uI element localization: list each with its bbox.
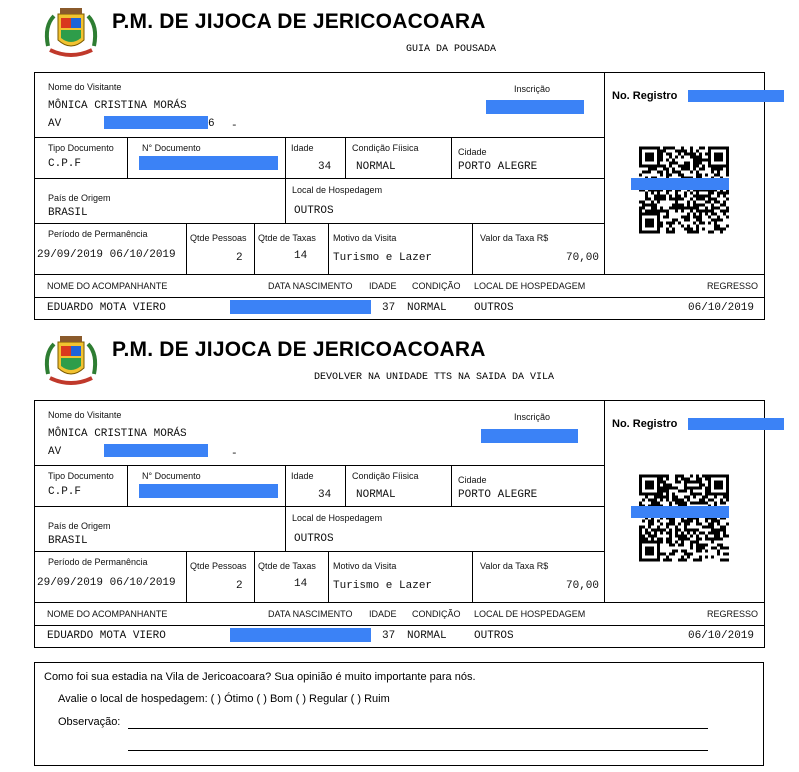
companion-age-label: IDADE [369,609,397,619]
companion-birth-redaction [230,300,371,314]
companion-name-label: NOME DO ACOMPANHANTE [47,609,168,619]
grid-line [186,223,187,274]
people-value: 2 [236,580,243,592]
survey-observation-label: Observação: [58,716,121,728]
fee-value-label: Valor da Taxa R$ [480,561,549,571]
observation-line-2[interactable] [128,750,708,751]
age-label: Idade [291,143,314,153]
companion-lodging-label: LOCAL DE HOSPEDAGEM [474,609,586,619]
survey-question: Como foi sua estadia na Vila de Jericoacoara? Sua opinião é muito importante para nós. [44,671,476,683]
grid-line [34,137,604,138]
form-subtitle: DEVOLVER NA UNIDADE TTS NA SAIDA DA VILA [314,372,555,383]
companion-name-value: EDUARDO MOTA VIERO [47,630,166,642]
grid-line [34,178,604,179]
grid-line [328,551,329,602]
doc-type-value: C.P.F [48,158,82,170]
qr-code [639,146,729,239]
address-suffix: 6 [208,118,215,130]
grid-line [764,72,765,320]
fee-value: 70,00 [566,580,600,592]
companion-name-value: EDUARDO MOTA VIERO [47,302,166,314]
fees-value: 14 [294,250,308,262]
fees-label: Qtde de Taxas [258,561,316,571]
observation-line-1[interactable] [128,728,708,729]
doc-type-value: C.P.F [48,486,82,498]
grid-line [345,137,346,178]
qr-redaction [631,178,729,190]
physical-condition-label: Condição Fíisica [352,143,419,153]
fee-value: 70,00 [566,252,600,264]
companion-return-value: 06/10/2019 [688,630,755,642]
grid-line [604,400,605,603]
age-value: 34 [318,489,332,501]
fees-value: 14 [294,578,308,590]
guest-form-return-copy [0,328,799,658]
period-value: 29/09/2019 06/10/2019 [37,577,176,589]
grid-line [127,137,128,178]
registration-redaction [688,90,784,102]
registration-label: No. Registro [612,418,678,430]
address-prefix: AV [48,118,62,130]
inscription-label: Inscrição [514,84,551,94]
address-redaction [104,444,208,457]
lodging-value: OUTROS [294,205,334,217]
visitor-name-label: Nome do Visitante [48,82,122,92]
registration-redaction [688,418,784,430]
address-dash: - [231,120,238,132]
grid-line [34,400,35,648]
city-value: PORTO ALEGRE [458,489,538,501]
grid-line [34,223,604,224]
companion-condition-label: CONDIÇÃO [412,281,461,291]
physical-condition-value: NORMAL [356,161,396,173]
grid-line [34,647,765,648]
period-value: 29/09/2019 06/10/2019 [37,249,176,261]
physical-condition-value: NORMAL [356,489,396,501]
grid-line [186,551,187,602]
grid-line [34,625,765,626]
form-title: P.M. DE JIJOCA DE JERICOACOARA [112,338,486,361]
grid-line [254,551,255,602]
reason-value: Turismo e Lazer [333,580,433,592]
inscription-redaction [481,429,578,443]
grid-line [451,137,452,178]
return-label: REGRESSO [707,609,759,619]
companion-condition-label: CONDIÇÃO [412,609,461,619]
grid-line [34,465,604,466]
fees-label: Qtde de Taxas [258,233,316,243]
city-value: PORTO ALEGRE [458,161,538,173]
physical-condition-label: Condição Fíisica [352,471,419,481]
country-value: BRASIL [48,207,88,219]
grid-line [34,506,604,507]
reason-label: Motivo da Visita [333,233,397,243]
grid-line [285,506,286,551]
period-label: Período de Permanência [48,229,148,239]
age-label: Idade [291,471,314,481]
grid-line [34,400,765,401]
address-redaction [104,116,208,129]
reason-value: Turismo e Lazer [333,252,433,264]
grid-line [328,223,329,274]
city-label: Cidade [458,147,487,157]
guest-form-original [0,0,799,330]
people-label: Qtde Pessoas [190,561,247,571]
reason-label: Motivo da Visita [333,561,397,571]
grid-line [34,72,765,73]
doc-number-redaction [139,484,278,498]
grid-line [764,400,765,648]
visitor-name-value: MÔNICA CRISTINA MORÁS [48,100,187,112]
companion-condition-value: NORMAL [407,630,447,642]
lodging-value: OUTROS [294,533,334,545]
lodging-label: Local de Hospedagem [292,513,383,523]
form-title: P.M. DE JIJOCA DE JERICOACOARA [112,10,486,33]
doc-number-redaction [139,156,278,170]
period-label: Período de Permanência [48,557,148,567]
grid-line [451,465,452,506]
country-value: BRASIL [48,535,88,547]
address-dash: - [231,448,238,460]
address-prefix: AV [48,446,62,458]
companion-age-value: 37 [382,302,396,314]
lodging-label: Local de Hospedagem [292,185,383,195]
country-label: País de Origem [48,193,111,203]
doc-type-label: Tipo Documento [48,471,114,481]
inscription-redaction [486,100,584,114]
grid-line [34,297,765,298]
companion-name-label: NOME DO ACOMPANHANTE [47,281,168,291]
inscription-label: Inscrição [514,412,551,422]
qr-code [639,474,729,567]
qr-redaction [631,506,729,518]
age-value: 34 [318,161,332,173]
return-label: REGRESSO [707,281,759,291]
grid-line [472,223,473,274]
doc-number-label: N° Documento [142,471,201,481]
companion-lodging-value: OUTROS [474,630,514,642]
doc-number-label: N° Documento [142,143,201,153]
grid-line [34,274,765,275]
birth-date-label: DATA NASCIMENTO [268,609,353,619]
grid-line [254,223,255,274]
grid-line [285,178,286,223]
grid-line [345,465,346,506]
visitor-name-value: MÔNICA CRISTINA MORÁS [48,428,187,440]
visitor-name-label: Nome do Visitante [48,410,122,420]
grid-line [127,465,128,506]
companion-age-label: IDADE [369,281,397,291]
municipal-coat-of-arms-logo [40,6,102,69]
country-label: País de Origem [48,521,111,531]
registration-label: No. Registro [612,90,678,102]
companion-return-value: 06/10/2019 [688,302,755,314]
grid-line [34,319,765,320]
city-label: Cidade [458,475,487,485]
companion-lodging-label: LOCAL DE HOSPEDAGEM [474,281,586,291]
companion-age-value: 37 [382,630,396,642]
municipal-coat-of-arms-logo [40,334,102,397]
people-label: Qtde Pessoas [190,233,247,243]
companion-birth-redaction [230,628,371,642]
doc-type-label: Tipo Documento [48,143,114,153]
people-value: 2 [236,252,243,264]
grid-line [34,551,604,552]
birth-date-label: DATA NASCIMENTO [268,281,353,291]
grid-line [34,602,765,603]
companion-lodging-value: OUTROS [474,302,514,314]
grid-line [604,72,605,275]
fee-value-label: Valor da Taxa R$ [480,233,549,243]
grid-line [34,72,35,320]
survey-rating-line[interactable]: Avalie o local de hospedagem: ( ) Ótimo ( ) Bom ( ) Regular ( ) Ruim [58,693,390,705]
grid-line [472,551,473,602]
form-subtitle: GUIA DA POUSADA [406,44,497,55]
companion-condition-value: NORMAL [407,302,447,314]
